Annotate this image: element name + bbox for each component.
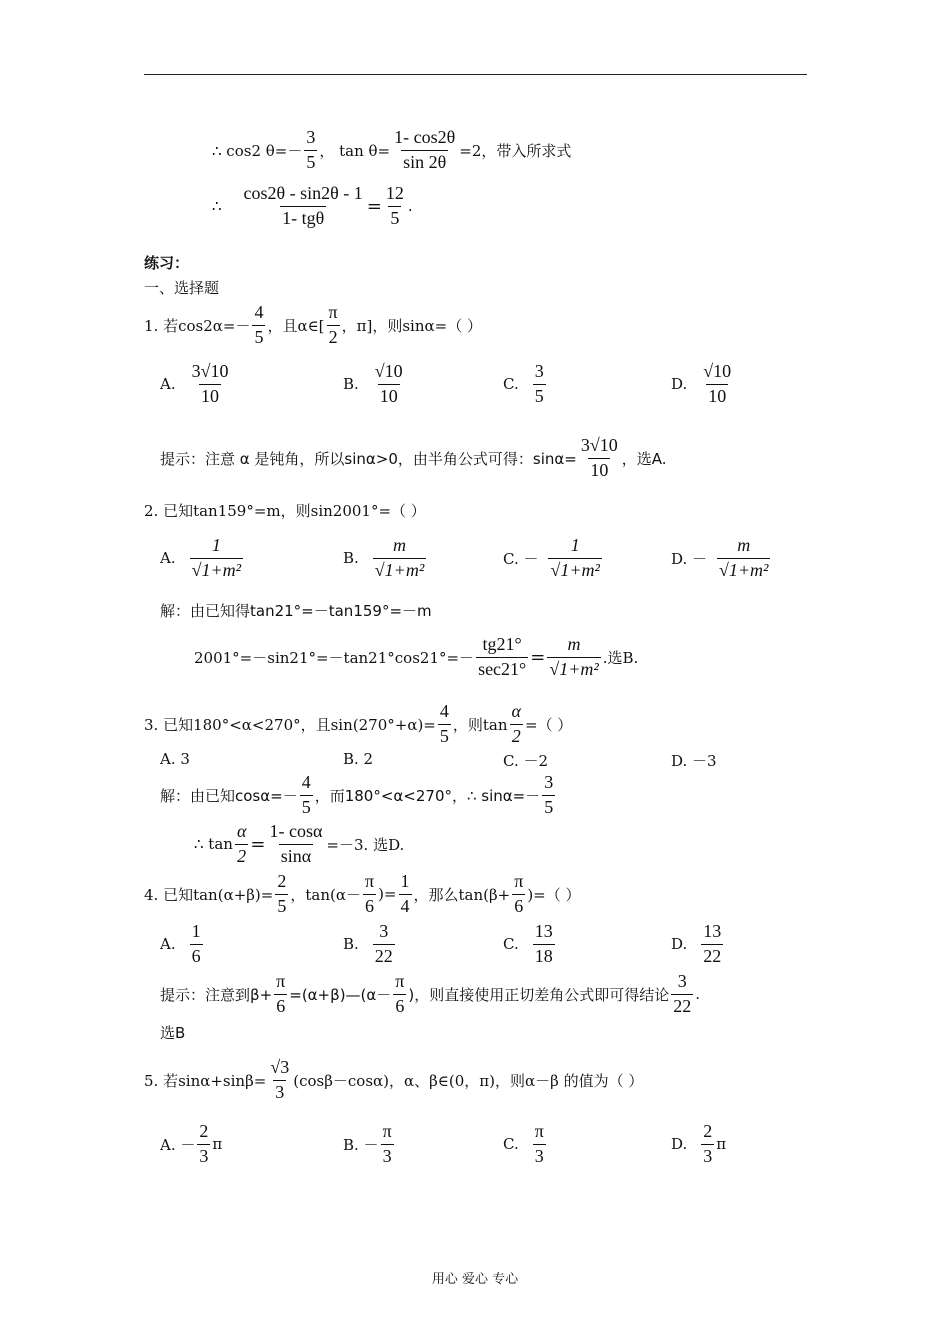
- question-5-stem: [144, 1058, 643, 1103]
- equals-sign: =: [250, 833, 266, 855]
- solution-text: 2001°=－sin21°=－tan21°cos21°=－: [194, 648, 475, 667]
- fraction: $\frac{\alpha}{2}$: [511, 701, 521, 746]
- equals-sign: =: [366, 195, 382, 217]
- fraction: $\frac{m}{\text{√1+m²}}$: [374, 535, 425, 580]
- q2-option-d: [671, 536, 772, 581]
- fraction: $\frac{4}{5}$: [439, 701, 449, 746]
- fraction: $\frac{\pi}{3}$: [534, 1121, 544, 1166]
- q3-solution-2: [194, 822, 404, 867]
- fraction: $\frac{√10}{10}$: [703, 361, 732, 406]
- option-label: A.: [160, 549, 176, 568]
- q4-hint: [160, 972, 700, 1017]
- q3-option-c: C. －2: [503, 752, 549, 770]
- option-label: D.: [671, 1135, 688, 1154]
- fraction: $\frac{3}{5}$: [306, 127, 316, 172]
- option-label: A.: [160, 935, 176, 954]
- intro-text: ∴ cos2 θ=－: [212, 141, 303, 160]
- q2-solution-2: [194, 635, 638, 680]
- hint-text: .: [695, 985, 701, 1004]
- fraction: $\frac{√10}{10}$: [374, 361, 403, 406]
- equals-sign: =: [530, 646, 546, 668]
- stem-text: )=: [378, 885, 397, 904]
- fraction: $\frac{1- \cos\alpha}{\sin\alpha}$: [269, 821, 323, 866]
- stem-text: ，那么tan(β+: [413, 885, 511, 904]
- fraction: $\frac{13}{18}$: [534, 921, 553, 966]
- fraction: $\frac{13}{22}$: [703, 921, 722, 966]
- question-1-stem: [144, 303, 482, 348]
- stem-text: 3. 已知180°<α<270°，且sin(270°+α)=: [144, 715, 436, 734]
- fraction: $\frac{12}{5}$: [385, 183, 404, 228]
- fraction: $\frac{\pi}{6}$: [364, 871, 375, 916]
- option-label: A.: [160, 375, 176, 394]
- option-label: D. －: [671, 549, 708, 568]
- hint-text: 提示：注意到β+: [160, 985, 273, 1004]
- page-footer: 用心 爱心 专心: [431, 1272, 519, 1287]
- option-label: A. －: [160, 1135, 196, 1154]
- hint-text: ，选A.: [621, 449, 667, 468]
- solution-text: ，而180°<α<270°，∴ sinα=－: [314, 786, 541, 805]
- intro-line-1: [212, 128, 571, 173]
- fraction: $\frac{1}{\text{√1+m²}}$: [191, 535, 242, 580]
- fraction: $\frac{4}{5}$: [254, 302, 264, 347]
- option-label: C.: [503, 1135, 519, 1154]
- stem-text: ，tan(α－: [290, 885, 361, 904]
- solution-text: =－3. 选D.: [326, 835, 405, 854]
- fraction: $\frac{\pi}{6}$: [514, 871, 524, 916]
- pi-symbol: π: [716, 1135, 727, 1154]
- stem-text: )=（ ）: [527, 885, 581, 904]
- q2-option-a: [160, 536, 245, 581]
- fraction: $\frac{3}{22}$: [374, 921, 393, 966]
- q3-solution-1: [160, 773, 557, 818]
- q1-option-c: [503, 362, 548, 407]
- solution-text: 解：由已知cosα=－: [160, 786, 298, 805]
- option-label: B.: [343, 375, 359, 394]
- intro-line-2: [212, 184, 413, 229]
- q3-option-d: D. －3: [671, 752, 717, 770]
- therefore-symbol: ∴: [212, 197, 222, 216]
- intro-text: .: [407, 197, 413, 216]
- q1-option-d: [671, 362, 735, 407]
- stem-text: =（ ）: [524, 715, 573, 734]
- stem-text: ，则tan: [452, 715, 508, 734]
- fraction: $\frac{\alpha}{2}$: [236, 821, 247, 866]
- intro-text: =2，带入所求式: [459, 141, 572, 160]
- q4-hint-answer: 选B: [160, 1024, 186, 1042]
- q5-option-a: [160, 1122, 222, 1167]
- q4-option-b: [343, 922, 397, 967]
- q3-option-a: A. 3: [160, 750, 190, 768]
- q1-option-b: [343, 362, 407, 407]
- q2-option-b: [343, 536, 428, 581]
- q2-option-c: [503, 536, 604, 581]
- option-label: C.: [503, 935, 519, 954]
- fraction: $\frac{\pi}{6}$: [395, 971, 405, 1016]
- option-label: B.: [343, 549, 359, 568]
- q3-option-b: B. 2: [343, 750, 374, 768]
- fraction: $\frac{3√10}{10}$: [191, 361, 229, 406]
- option-label: C. －: [503, 549, 539, 568]
- fraction: $\frac{3}{5}$: [534, 361, 544, 406]
- fraction: $\frac{tg21^\circ}{\sec 21^\circ}$: [478, 634, 527, 679]
- q4-option-a: [160, 922, 205, 967]
- pi-symbol: π: [212, 1135, 223, 1154]
- fraction: $\frac{\cos 2\theta - \sin 2\theta - 1}{\text{1- tgθ}}$: [243, 183, 363, 228]
- stem-text: (cosβ－cosα)，α、β∈(0，π)，则α－β 的值为（ ）: [293, 1071, 644, 1090]
- option-label: D.: [671, 935, 688, 954]
- option-label: B. －: [343, 1135, 379, 1154]
- fraction: $\frac{m}{\text{√1+m²}}$: [549, 634, 599, 679]
- q5-option-b: [343, 1122, 396, 1167]
- q5-option-c: [503, 1122, 548, 1167]
- section-title: 一、选择题: [144, 279, 220, 297]
- fraction: $\frac{1}{\text{√1+m²}}$: [550, 535, 600, 580]
- q2-solution-1: 解：由已知得tan21°=－tan159°=－m: [160, 602, 432, 620]
- q4-option-c: [503, 922, 557, 967]
- q1-option-a: [160, 362, 233, 407]
- fraction: $\frac{√3}{3}$: [270, 1057, 290, 1102]
- question-4-stem: [144, 872, 581, 917]
- stem-text: ，π]，则sinα=（ ）: [341, 316, 482, 335]
- fraction: $\frac{1}{4}$: [400, 871, 410, 916]
- hint-text: =(α+β)—(α－: [289, 985, 392, 1004]
- fraction: $\frac{3}{22}$: [673, 971, 692, 1016]
- fraction: $\frac{\pi}{6}$: [276, 971, 286, 1016]
- hint-text: 提示：注意 α 是钝角，所以sinα>0，由半角公式可得：sinα=: [160, 449, 577, 468]
- fraction: $\frac{3√10}{10}$: [580, 435, 618, 480]
- option-label: C.: [503, 375, 519, 394]
- solution-text: ∴ tan: [194, 835, 233, 854]
- fraction: $\frac{4}{5}$: [301, 772, 311, 817]
- fraction: $\frac{2}{3}$: [199, 1121, 209, 1166]
- option-label: D.: [671, 375, 688, 394]
- practice-title: 练习：: [144, 254, 190, 272]
- question-2-stem: 2. 已知tan159°=m，则sin2001°=（ ）: [144, 502, 426, 520]
- fraction: $\frac{\pi}{3}$: [382, 1121, 392, 1166]
- q1-hint: [160, 436, 667, 481]
- fraction: $\frac{m}{\text{√1+m²}}$: [719, 535, 769, 580]
- fraction: $\frac{2}{3}$: [703, 1121, 713, 1166]
- option-label: B.: [343, 935, 359, 954]
- stem-text: 4. 已知tan(α+β)=: [144, 885, 274, 904]
- stem-text: 1. 若cos2α=－: [144, 316, 251, 335]
- fraction: $\frac{1- \cos 2\theta}{\sin 2\theta}$: [394, 127, 456, 172]
- stem-text: 5. 若sinα+sinβ=: [144, 1071, 267, 1090]
- q4-option-d: [671, 922, 725, 967]
- intro-text: ， tan θ=: [319, 141, 391, 160]
- stem-text: ，且α∈[: [267, 316, 325, 335]
- q5-option-d: [671, 1122, 726, 1167]
- header-rule: [144, 74, 807, 75]
- fraction: $\frac{1}{6}$: [191, 921, 201, 966]
- fraction: $\frac{2}{5}$: [277, 871, 287, 916]
- question-3-stem: [144, 702, 572, 747]
- fraction: $\frac{\pi}{2}$: [328, 302, 338, 347]
- fraction: $\frac{3}{5}$: [544, 772, 554, 817]
- solution-text: .选B.: [602, 648, 639, 667]
- hint-text: )，则直接使用正切差角公式即可得结论: [408, 985, 670, 1004]
